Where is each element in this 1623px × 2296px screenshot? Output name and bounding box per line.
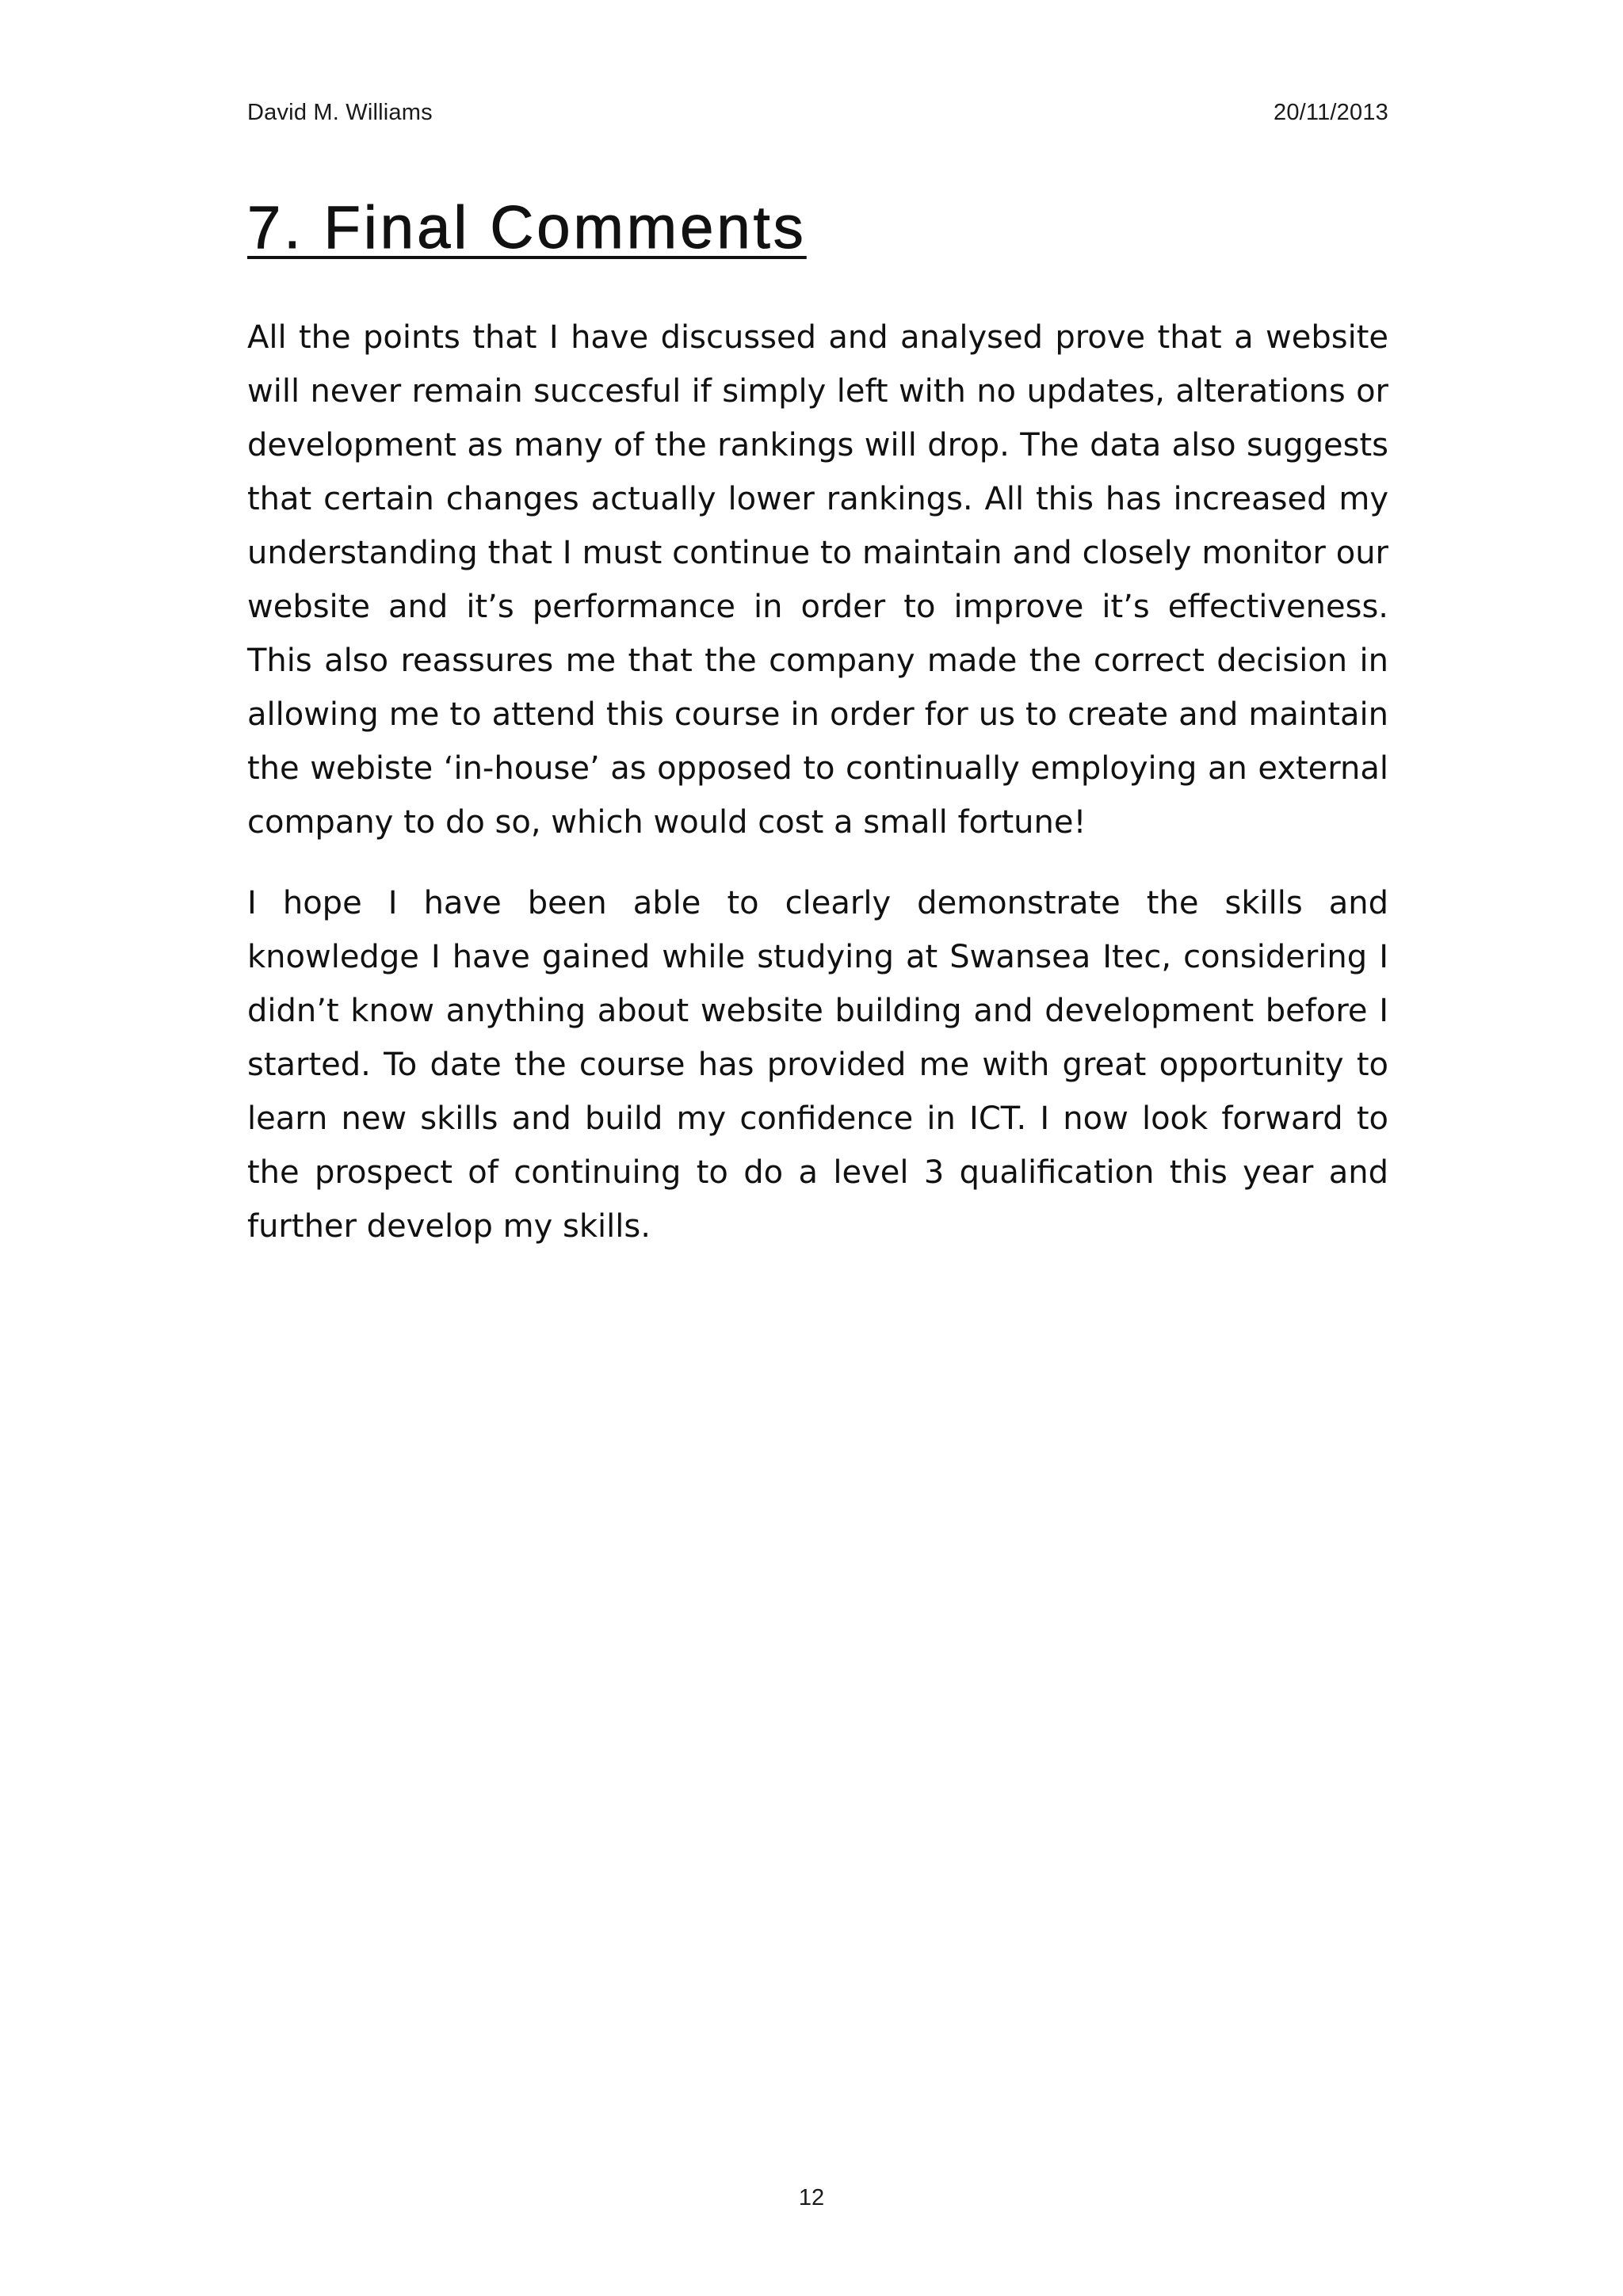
page-number: 12: [798, 2185, 825, 2210]
section-title: 7. Final Comments: [247, 194, 807, 261]
paragraph-2: I hope I have been able to clearly demonstrate the skills and knowledge I have gained while studying at Swansea Itec, considering I didn’t know anything about website building and development before I started. To date the course has provided me with great opportunity to learn new skills and build my confidence in ICT. I now look forward to the prospect of continuing to do a level 3 qualification this year and further develop my skills.: [247, 885, 1388, 1245]
header-author: David M. Williams: [247, 100, 433, 125]
paragraph-1: All the points that I have discussed and analysed prove that a website will never remain succesful if simply left with no updates, alterations or development as many of the rankings will drop. The data also suggests that certain changes actually lower rankings. All this has increased my understanding that I must continue to maintain and closely monitor our website and it’s performance in order to improve it’s effectiveness. This also reassures me that the company made the correct decision in allowing me to attend this course in order for us to create and maintain the webiste ‘in-house’ as opposed to continually employing an external company to do so, which would cost a small fortune!: [247, 319, 1388, 841]
body-text: [247, 311, 1388, 1280]
header-date: 20/11/2013: [1274, 100, 1388, 125]
